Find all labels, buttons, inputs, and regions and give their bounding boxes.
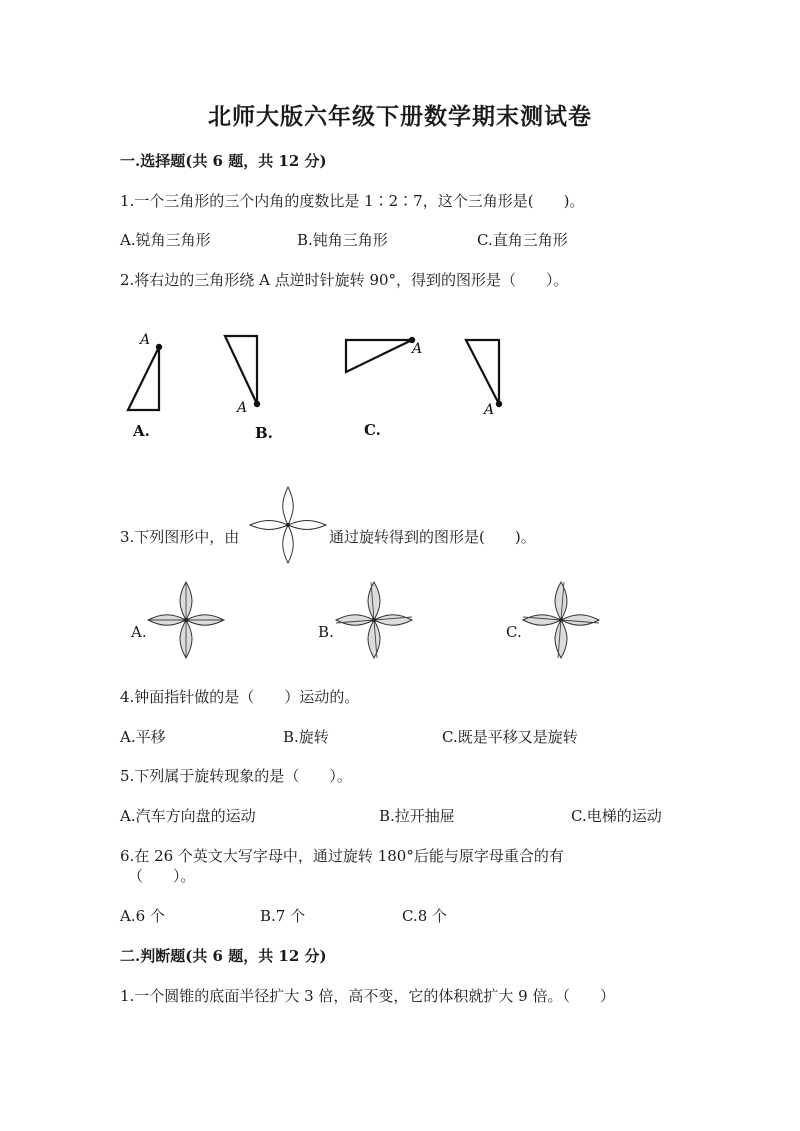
q3-option-a-label: A. <box>131 623 147 641</box>
question-6-line-1: 6.在 26 个英文大写字母中，通过旋转 180°后能与原字母重合的有 <box>120 847 564 865</box>
judgement-1: 1.一个圆锥的底面半径扩大 3 倍，高不变，它的体积就扩大 9 倍。（ ） <box>120 987 615 1005</box>
question-1: 1.一个三角形的三个内角的度数比是 1∶2∶7，这个三角形是( )。 <box>120 192 585 210</box>
figure-label-c: C. <box>364 421 381 439</box>
triangle-option-c <box>346 340 412 372</box>
q5-option-c: C.电梯的运动 <box>571 807 662 825</box>
triangle-option-b <box>225 336 257 404</box>
q2-triangle-figures <box>100 320 530 450</box>
q4-option-c: C.既是平移又是旋转 <box>442 728 578 746</box>
question-3-prefix: 3.下列图形中，由 <box>120 528 240 546</box>
vertex-label-a: A <box>140 332 151 348</box>
vertex-label-c: A <box>412 341 423 357</box>
q3-reference-flower <box>249 486 327 564</box>
question-5: 5.下列属于旋转现象的是（ ）。 <box>120 767 352 785</box>
vertex-dot-b <box>254 401 260 407</box>
q4-option-a: A.平移 <box>120 728 166 746</box>
q1-option-a: A.锐角三角形 <box>120 231 211 249</box>
q3-option-b-label: B. <box>318 623 334 641</box>
question-2: 2.将右边的三角形绕 A 点逆时针旋转 90°，得到的图形是（ ）。 <box>120 271 569 289</box>
q6-option-b: B.7 个 <box>260 907 306 925</box>
vertex-label-reference: A <box>484 402 495 418</box>
q3-option-c-label: C. <box>506 623 522 641</box>
q6-option-c: C.8 个 <box>402 907 448 925</box>
q6-option-a: A.6 个 <box>120 907 165 925</box>
q3-option-c-flower <box>522 581 600 659</box>
triangle-reference <box>466 340 499 404</box>
q1-option-c: C.直角三角形 <box>477 231 568 249</box>
q3-option-a-flower <box>147 581 225 659</box>
vertex-label-b: A <box>237 400 248 416</box>
vertex-dot-reference <box>496 401 502 407</box>
q3-option-b-flower <box>335 581 413 659</box>
question-6-line-2: （ ）。 <box>128 867 196 885</box>
q4-option-b: B.旋转 <box>283 728 329 746</box>
question-4: 4.钟面指针做的是（ ）运动的。 <box>120 688 360 706</box>
section-heading-choice: 一.选择题(共 6 题，共 12 分) <box>120 152 327 170</box>
figure-label-a: A. <box>133 422 150 440</box>
section-heading-judgement: 二.判断题(共 6 题，共 12 分) <box>120 947 327 965</box>
triangle-option-a <box>128 347 159 410</box>
q5-option-b: B.拉开抽屉 <box>379 807 455 825</box>
figure-label-b: B. <box>255 424 273 442</box>
q5-option-a: A.汽车方向盘的运动 <box>120 807 256 825</box>
page-title: 北师大版六年级下册数学期末测试卷 <box>208 103 592 130</box>
q1-option-b: B.钝角三角形 <box>297 231 388 249</box>
question-3-suffix: 通过旋转得到的图形是( )。 <box>329 528 536 546</box>
vertex-dot-a <box>156 344 162 350</box>
